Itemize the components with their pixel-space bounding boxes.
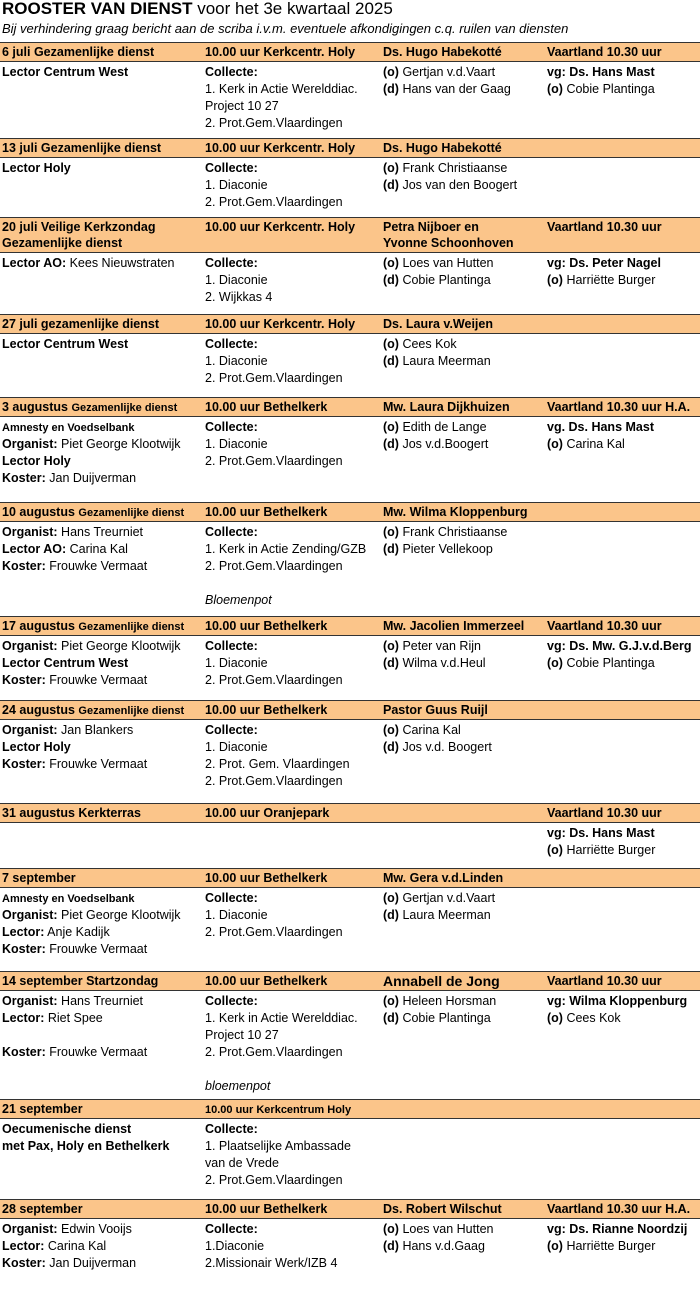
text-line: Lector AO: Carina Kal: [2, 542, 128, 556]
text-line: Vaartland 10.30 uur: [547, 806, 662, 820]
text-line: Amnesty en Voedselbank: [2, 893, 135, 905]
text-line: Mw. Jacolien Immerzeel: [383, 619, 525, 633]
text-line: Vaartland 10.30 uur: [547, 619, 662, 633]
service-column: [383, 419, 488, 453]
text-line: vg: Ds. Rianne Noordzij: [547, 1222, 688, 1236]
text-line: (d) Cobie Plantinga: [383, 273, 491, 287]
text-line: Koster: Frouwke Vermaat: [2, 757, 148, 771]
text-line: 1. Kerk in Actie Zending/GZB: [205, 542, 367, 556]
text-line: Collecte:: [205, 1222, 258, 1236]
service-header: [0, 971, 700, 991]
text-line: Organist: Hans Treurniet: [2, 994, 144, 1008]
text-line: (o) Cobie Plantinga: [547, 656, 655, 670]
service-column: [547, 1221, 687, 1255]
text-line: 14 september Startzondag: [2, 974, 159, 988]
service-header: [0, 42, 700, 62]
text-line: vg: Ds. Peter Nagel: [547, 256, 661, 270]
text-line: 10.00 uur Kerkcentr. Holy: [205, 45, 356, 59]
page-subtitle: Bij verhindering graag bericht aan de scriba i.v.m. eventuele afkondigingen c.q. ruilen van diensten: [2, 21, 569, 36]
text-line: (d) Pieter Vellekoop: [383, 542, 493, 556]
text-line: 1.Diaconie: [205, 1239, 265, 1253]
text-line: 1. Kerk in Actie Werelddiac.: [205, 1011, 358, 1025]
text-line: 6 juli Gezamenlijke dienst: [2, 45, 155, 59]
text-line: 1. Diaconie: [205, 740, 268, 754]
text-line: (o) Gertjan v.d.Vaart: [383, 891, 496, 905]
text-line: 20 juli Veilige Kerkzondag: [2, 220, 156, 234]
service-column: [2, 419, 181, 487]
text-line: Lector: Carina Kal: [2, 1239, 107, 1253]
text-line: 10.00 uur Bethelkerk: [205, 974, 328, 988]
text-line: 10.00 uur Kerkcentr. Holy: [205, 220, 356, 234]
text-line: [205, 1061, 358, 1078]
text-line: [2, 1027, 147, 1044]
text-line: Collecte:: [205, 337, 258, 351]
service-10-augustus: [0, 502, 700, 607]
text-line: 2. Prot.Gem.Vlaardingen: [205, 774, 343, 788]
text-line: Organist: Piet George Klootwijk: [2, 437, 181, 451]
service-7-september: [0, 868, 700, 956]
service-header: [0, 700, 700, 720]
service-column: [2, 336, 128, 353]
service-3-augustus: [0, 397, 700, 485]
text-line: 2. Prot.Gem.Vlaardingen: [205, 454, 343, 468]
service-column: [2, 638, 181, 689]
text-line: Collecte:: [205, 994, 258, 1008]
service-column: [383, 1221, 493, 1255]
text-line: 10.00 uur Kerkcentrum Holy: [205, 1104, 352, 1116]
service-13-juli: [0, 138, 700, 209]
text-line: 1. Kerk in Actie Werelddiac.: [205, 82, 358, 96]
text-line: 31 augustus Kerkterras: [2, 806, 141, 820]
service-column: [547, 638, 691, 672]
text-line: Collecte:: [205, 525, 258, 539]
text-line: 24 augustus Gezamenlijke dienst: [2, 703, 185, 717]
service-24-augustus: [0, 700, 700, 788]
page-title: ROOSTER VAN DIENST voor het 3e kwartaal 2025: [2, 0, 393, 18]
text-line: (d) Wilma v.d.Heul: [383, 656, 486, 670]
service-21-september: [0, 1099, 700, 1187]
text-line: 2. Prot.Gem.Vlaardingen: [205, 1045, 343, 1059]
service-column: [205, 255, 272, 306]
service-column: [2, 1221, 136, 1272]
text-line: 13 juli Gezamenlijke dienst: [2, 141, 162, 155]
text-line: 28 september: [2, 1202, 83, 1216]
service-column: [2, 722, 147, 773]
text-line: 21 september: [2, 1102, 83, 1116]
text-line: Lector Centrum West: [2, 656, 129, 670]
text-line: Mw. Gera v.d.Linden: [383, 871, 504, 885]
text-line: 1. Diaconie: [205, 273, 268, 287]
text-line: 1. Diaconie: [205, 178, 268, 192]
service-column: [547, 255, 661, 289]
text-line: 27 juli gezamenlijke dienst: [2, 317, 160, 331]
text-line: Organist: Edwin Vooijs: [2, 1222, 132, 1236]
text-line: 2.Missionair Werk/IZB 4: [205, 1256, 338, 1270]
text-line: (d) Hans van der Gaag: [383, 82, 511, 96]
text-line: (d) Jos van den Boogert: [383, 178, 518, 192]
service-header: [0, 1199, 700, 1219]
service-column: [2, 993, 147, 1061]
text-line: Ds. Laura v.Weijen: [383, 317, 493, 331]
service-column: [383, 638, 486, 672]
text-line: Lector: Riet Spee: [2, 1011, 103, 1025]
text-line: 10.00 uur Kerkcentr. Holy: [205, 317, 356, 331]
text-line: Koster: Jan Duijverman: [2, 471, 137, 485]
text-line: Lector: Anje Kadijk: [2, 925, 110, 939]
service-column: [2, 524, 147, 575]
service-header: [0, 502, 700, 522]
service-column: [2, 890, 181, 958]
text-line: [205, 575, 366, 592]
service-header: [0, 1099, 700, 1119]
text-line: 10.00 uur Kerkcentr. Holy: [205, 141, 356, 155]
text-line: (d) Jos v.d. Boogert: [383, 740, 492, 754]
text-line: 2. Prot.Gem.Vlaardingen: [205, 1173, 343, 1187]
service-column: [383, 524, 507, 558]
service-header: [0, 616, 700, 636]
service-column: [383, 255, 493, 289]
text-line: vg: Ds. Mw. G.J.v.d.Berg: [547, 639, 692, 653]
text-line: Petra Nijboer en: [383, 220, 479, 234]
text-line: Collecte:: [205, 420, 258, 434]
text-line: 2. Prot.Gem.Vlaardingen: [205, 195, 343, 209]
service-column: [2, 160, 71, 177]
text-line: Koster: Frouwke Vermaat: [2, 942, 148, 956]
text-line: 2. Prot.Gem.Vlaardingen: [205, 559, 343, 573]
text-line: 1. Diaconie: [205, 908, 268, 922]
service-column: [2, 64, 128, 81]
text-line: Collecte:: [205, 161, 258, 175]
text-line: van de Vrede: [205, 1156, 279, 1170]
service-header: [0, 138, 700, 158]
text-line: Mw. Laura Dijkhuizen: [383, 400, 510, 414]
text-line: Yvonne Schoonhoven: [383, 236, 514, 250]
text-line: 3 augustus Gezamenlijke dienst: [2, 400, 178, 414]
text-line: Project 10 27: [205, 1028, 279, 1042]
text-line: Organist: Piet George Klootwijk: [2, 639, 181, 653]
service-column: [383, 993, 496, 1027]
service-27-juli: [0, 314, 700, 385]
service-column: [205, 1121, 351, 1189]
text-line: Lector Holy: [2, 454, 71, 468]
text-line: (o) Harriëtte Burger: [547, 843, 656, 857]
text-line: 10.00 uur Bethelkerk: [205, 400, 328, 414]
text-line: 1. Diaconie: [205, 437, 268, 451]
service-column: [205, 993, 358, 1095]
service-column: [205, 64, 358, 132]
text-line: (o) Cees Kok: [547, 1011, 621, 1025]
text-line: 2. Wijkkas 4: [205, 290, 273, 304]
text-line: Lector AO: Kees Nieuwstraten: [2, 256, 175, 270]
service-column: [383, 64, 511, 98]
text-line: Collecte:: [205, 723, 258, 737]
text-line: (o) Gertjan v.d.Vaart: [383, 65, 496, 79]
text-line: (o) Peter van Rijn: [383, 639, 481, 653]
text-line: Collecte:: [205, 891, 258, 905]
service-column: [547, 825, 655, 859]
text-line: (d) Laura Meerman: [383, 354, 491, 368]
text-line: Vaartland 10.30 uur: [547, 45, 662, 59]
service-31-augustus: [0, 803, 700, 857]
text-line: 2. Prot.Gem.Vlaardingen: [205, 925, 343, 939]
text-line: 2. Prot.Gem.Vlaardingen: [205, 371, 343, 385]
service-column: [547, 64, 655, 98]
text-line: Organist: Jan Blankers: [2, 723, 134, 737]
text-line: Lector Centrum West: [2, 337, 129, 351]
text-line: Mw. Wilma Kloppenburg: [383, 505, 528, 519]
text-line: Bloemenpot: [205, 593, 272, 607]
service-6-juli: [0, 42, 700, 130]
service-column: [383, 160, 517, 194]
text-line: (o) Loes van Hutten: [383, 1222, 494, 1236]
service-column: [205, 160, 343, 211]
text-line: 7 september: [2, 871, 76, 885]
service-column: [2, 255, 175, 272]
service-column: [205, 419, 343, 470]
text-line: (d) Laura Meerman: [383, 908, 491, 922]
text-line: vg: Wilma Kloppenburg: [547, 994, 688, 1008]
text-line: Gezamenlijke dienst: [2, 236, 123, 250]
text-line: Lector Centrum West: [2, 65, 129, 79]
text-line: Vaartland 10.30 uur: [547, 220, 662, 234]
text-line: Koster: Frouwke Vermaat: [2, 673, 148, 687]
text-line: 17 augustus Gezamenlijke dienst: [2, 619, 185, 633]
text-line: Lector Holy: [2, 161, 71, 175]
service-column: [205, 1221, 337, 1272]
service-header: [0, 803, 700, 823]
service-column: [205, 638, 343, 689]
service-28-september: [0, 1199, 700, 1270]
service-column: [205, 524, 366, 609]
text-line: (o) Cees Kok: [383, 337, 457, 351]
text-line: (o) Frank Christiaanse: [383, 161, 508, 175]
service-20-juli: [0, 217, 700, 304]
service-column: [2, 1121, 169, 1155]
text-line: Vaartland 10.30 uur: [547, 974, 662, 988]
service-column: [383, 722, 492, 756]
text-line: (o) Harriëtte Burger: [547, 1239, 656, 1253]
text-line: Organist: Hans Treurniet: [2, 525, 144, 539]
text-line: (o) Heleen Horsman: [383, 994, 497, 1008]
text-line: (o) Edith de Lange: [383, 420, 487, 434]
text-line: (o) Frank Christiaanse: [383, 525, 508, 539]
service-column: [547, 419, 654, 453]
service-17-augustus: [0, 616, 700, 687]
text-line: Lector Holy: [2, 740, 71, 754]
text-line: Vaartland 10.30 uur H.A.: [547, 400, 691, 414]
text-line: 2. Prot.Gem.Vlaardingen: [205, 673, 343, 687]
text-line: Collecte:: [205, 1122, 258, 1136]
text-line: vg: Ds. Hans Mast: [547, 826, 655, 840]
text-line: met Pax, Holy en Bethelkerk: [2, 1139, 170, 1153]
text-line: Pastor Guus Ruijl: [383, 703, 488, 717]
text-line: Amnesty en Voedselbank: [2, 422, 135, 434]
text-line: 10.00 uur Bethelkerk: [205, 1202, 328, 1216]
text-line: Collecte:: [205, 639, 258, 653]
service-14-september: [0, 971, 700, 1093]
text-line: Ds. Hugo Habekotté: [383, 141, 502, 155]
text-line: 10.00 uur Bethelkerk: [205, 505, 328, 519]
text-line: Annabell de Jong: [383, 973, 500, 989]
service-column: [383, 336, 491, 370]
text-line: 2. Prot.Gem.Vlaardingen: [205, 116, 343, 130]
text-line: 1. Diaconie: [205, 354, 268, 368]
text-line: 10.00 uur Bethelkerk: [205, 619, 328, 633]
text-line: 10.00 uur Bethelkerk: [205, 703, 328, 717]
text-line: Oecumenische dienst: [2, 1122, 132, 1136]
text-line: bloemenpot: [205, 1079, 271, 1093]
text-line: (o) Harriëtte Burger: [547, 273, 656, 287]
text-line: (o) Carina Kal: [547, 437, 625, 451]
service-header: [0, 314, 700, 334]
text-line: 10.00 uur Oranjepark: [205, 806, 330, 820]
text-line: Project 10 27: [205, 99, 279, 113]
service-header: [0, 397, 700, 417]
text-line: Ds. Robert Wilschut: [383, 1202, 502, 1216]
text-line: Organist: Piet George Klootwijk: [2, 908, 181, 922]
text-line: (d) Cobie Plantinga: [383, 1011, 491, 1025]
service-header: [0, 217, 700, 253]
service-column: [205, 336, 343, 387]
service-column: [547, 993, 687, 1027]
text-line: Collecte:: [205, 65, 258, 79]
text-line: 1. Diaconie: [205, 656, 268, 670]
text-line: Collecte:: [205, 256, 258, 270]
text-line: (o) Loes van Hutten: [383, 256, 494, 270]
text-line: (o) Cobie Plantinga: [547, 82, 655, 96]
service-column: [205, 890, 343, 941]
text-line: (d) Jos v.d.Boogert: [383, 437, 489, 451]
service-column: [205, 722, 350, 790]
service-header: [0, 868, 700, 888]
service-column: [383, 890, 495, 924]
text-line: Koster: Jan Duijverman: [2, 1256, 137, 1270]
text-line: vg: Ds. Hans Mast: [547, 65, 655, 79]
text-line: Koster: Frouwke Vermaat: [2, 559, 148, 573]
text-line: 1. Plaatselijke Ambassade: [205, 1139, 351, 1153]
text-line: (d) Hans v.d.Gaag: [383, 1239, 485, 1253]
text-line: 10 augustus Gezamenlijke dienst: [2, 505, 185, 519]
text-line: (o) Carina Kal: [383, 723, 461, 737]
text-line: Vaartland 10.30 uur H.A.: [547, 1202, 691, 1216]
text-line: vg. Ds. Hans Mast: [547, 420, 654, 434]
text-line: Ds. Hugo Habekotté: [383, 45, 502, 59]
text-line: Koster: Frouwke Vermaat: [2, 1045, 148, 1059]
text-line: 2. Prot. Gem. Vlaardingen: [205, 757, 350, 771]
text-line: 10.00 uur Bethelkerk: [205, 871, 328, 885]
